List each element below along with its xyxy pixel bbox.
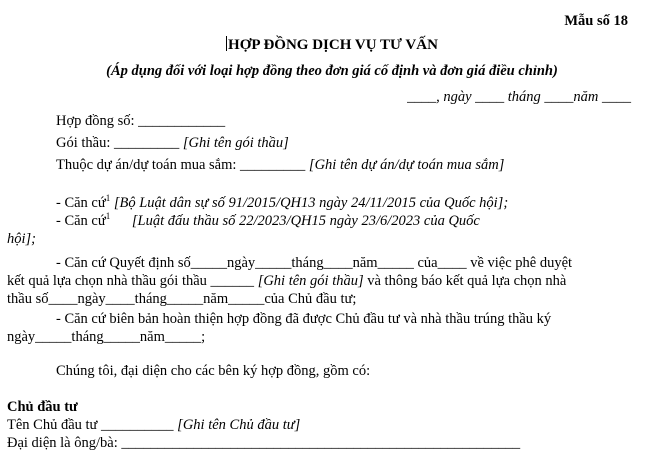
basis-bidding-law-prefix: - Căn cứ — [56, 213, 106, 229]
investor-representative-line: Đại diện là ông/bà: _______________________________________________________ — [7, 435, 521, 451]
investor-name-line — [7, 416, 300, 434]
footnote-ref: 1 — [105, 211, 111, 222]
basis-minutes-line-2: ngày_____tháng_____năm_____; — [7, 329, 206, 345]
project-label: Thuộc dự án/dự toán mua sắm: _________ — [56, 157, 306, 173]
parties-intro: Chúng tôi, đại diện cho các bên ký hợp đồng, gồm có: — [56, 363, 371, 379]
package-line — [56, 134, 289, 152]
basis-decision-line-2 — [7, 272, 566, 290]
basis-decision-hint: [Ghi tên gói thầu] — [257, 273, 364, 289]
investor-name-label: Tên Chủ đầu tư __________ — [7, 417, 174, 433]
document-title-text: HỢP ĐỒNG DỊCH VỤ TƯ VẤN — [228, 37, 438, 53]
basis-minutes-line-1: - Căn cứ biên bản hoàn thiện hợp đồng đã được Chủ đầu tư và nhà thầu trúng thầu ký — [56, 311, 552, 327]
text-cursor — [226, 36, 227, 51]
document-title — [0, 36, 664, 54]
document-subtitle: (Áp dụng đối với loại hợp đồng theo đơn giá cố định và đơn giá điều chỉnh) — [106, 63, 558, 79]
investor-heading: Chủ đầu tư — [7, 399, 78, 415]
package-hint: [Ghi tên gói thầu] — [182, 135, 289, 151]
contract-number-line: Hợp đồng số: ____________ — [56, 113, 226, 129]
basis-decision-text-a: kết quả lựa chọn nhà thầu gói thầu ______ — [7, 273, 255, 289]
basis-civil-code-text: [Bộ Luật dân sự số 91/2015/QH13 ngày 24/11/2015 của Quốc hội]; — [113, 195, 509, 211]
form-number: Mẫu số 18 — [564, 13, 628, 29]
footnote-ref: 1 — [105, 193, 111, 204]
basis-decision-line-3: thầu số____ngày____tháng_____năm_____của Chủ đầu tư; — [7, 291, 357, 307]
basis-civil-code — [56, 194, 508, 212]
basis-decision-line-1: - Căn cứ Quyết định số_____ngày_____tháng____năm_____ của____ về việc phê duyệt — [56, 255, 573, 271]
basis-bidding-law-text: [Luật đấu thầu số 22/2023/QH15 ngày 23/6/2023 của Quốc — [131, 213, 480, 229]
basis-decision-text-b: và thông báo kết quả lựa chọn nhà — [367, 273, 567, 289]
project-line — [56, 156, 504, 174]
date-line: ____, ngày ____ tháng ____năm ____ — [407, 89, 631, 105]
project-hint: [Ghi tên dự án/dự toán mua sắm] — [308, 157, 505, 173]
basis-civil-code-prefix: - Căn cứ — [56, 195, 106, 211]
package-label: Gói thầu: _________ — [56, 135, 180, 151]
basis-bidding-law-cont: hội]; — [7, 231, 36, 247]
investor-name-hint: [Ghi tên Chủ đầu tư] — [177, 417, 301, 433]
basis-bidding-law — [56, 212, 480, 230]
